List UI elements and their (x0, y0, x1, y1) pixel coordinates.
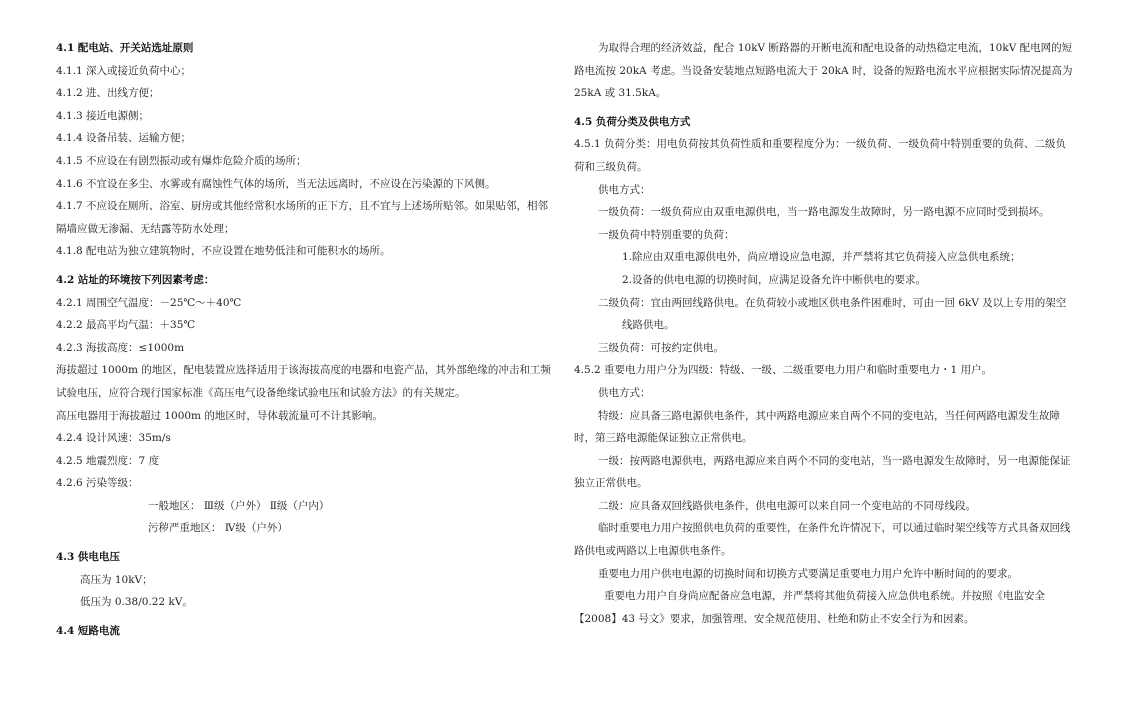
temporary-user-paragraph: 临时重要电力用户按照供电负荷的重要性，在条件允许情况下，可以通过临时架空线等方式具备双回线路供电或两路以上电源供电条件。 (574, 522, 1071, 558)
clause-4-1-4: 4.1.4 设备吊装、运输方便； (56, 132, 192, 145)
high-voltage-line: 高压为 10kV； (80, 573, 153, 586)
switchover-requirement-line: 重要电力用户供电电源的切换时间和切换方式要满足重要电力用户允许中断时间的的要求。 (598, 567, 1018, 580)
clause-4-1-6: 4.1.6 不宜设在多尘、水雾或有腐蚀性气体的场所，当无法远离时，不应设在污染源的下风侧。 (56, 177, 496, 190)
critical-load-heading: 一级负荷中特别重要的负荷： (598, 228, 735, 241)
pollution-general-area: 一般地区： Ⅲ级（户外） Ⅱ级（户内） (148, 499, 330, 512)
clause-4-1-7: 4.1.7 不应设在厕所、浴室、厨房或其他经常积水场所的正下方，且不宜与上述场所贴邻。如果贴邻，相邻隔墙应做无渗漏、无结露等防水处理； (56, 200, 549, 235)
section-4-3-heading: 4.3 供电电压 (56, 551, 120, 564)
class-3-load-line: 三级负荷：可按约定供电。 (598, 341, 724, 354)
section-4-4-heading: 4.4 短路电流 (56, 624, 120, 637)
pollution-severe-area: 污秽严重地区： Ⅳ级（户外） (148, 522, 288, 535)
clause-4-2-4: 4.2.4 设计风速：35m/s (56, 432, 171, 445)
clause-4-1-2: 4.1.2 进、出线方便； (56, 87, 160, 100)
clause-4-2-2: 4.2.2 最高平均气温：＋35℃ (56, 319, 196, 332)
low-voltage-line: 低压为 0.38/0.22 kV。 (80, 596, 193, 609)
clause-4-1-3: 4.1.3 接近电源侧； (56, 109, 150, 122)
clause-4-2-6: 4.2.6 污染等级： (56, 477, 139, 490)
critical-load-item-2: 2.设备的供电电源的切换时间，应满足设备允许中断供电的要求。 (622, 273, 927, 286)
left-column (56, 37, 558, 642)
class-1-load-paragraph: 一级负荷：一级负荷应由双重电源供电，当一路电源发生故障时，另一路电源不应同时受到损坏。 (598, 206, 1050, 219)
clause-4-1-1: 4.1.1 深入或接近负荷中心； (56, 64, 192, 77)
special-grade-paragraph: 特级：应具备三路电源供电条件，其中两路电源应来自两个不同的变电站，当任何两路电源发生故障时，第三路电源能保证独立正常供电。 (574, 409, 1060, 445)
emergency-power-paragraph: 重要电力用户自身尚应配备应急电源，并严禁将其他负荷接入应急供电系统。并按照《电监安全【2008】43 号文》要求，加强管理、安全规范使用、杜绝和防止不安全行为和因素。 (574, 590, 1045, 625)
clause-4-1-5: 4.1.5 不应设在有剧烈振动或有爆炸危险介质的场所； (56, 154, 307, 167)
section-4-5-heading: 4.5 负荷分类及供电方式 (574, 115, 691, 128)
right-column (574, 37, 1074, 630)
clause-4-2-5: 4.2.5 地震烈度：7 度 (56, 454, 160, 467)
clause-4-5-1: 4.5.1 负荷分类：用电负荷按其负荷性质和重要程度分为：一级负荷、一级负荷中特别重要的负荷、二级负荷和三级负荷。 (574, 138, 1067, 173)
section-4-1-heading: 4.1 配电站、开关站选址原则 (56, 42, 194, 54)
section-4-2-heading: 4.2 站址的环境按下列因素考虑： (56, 273, 215, 286)
clause-4-1-8: 4.1.8 配电站为独立建筑物时，不应设置在地势低洼和可能积水的场所。 (56, 245, 391, 258)
grade-1-paragraph: 一级：按两路电源供电，两路电源应来自两个不同的变电站，当一路电源发生故障时，另一电源能保证独立正常供电。 (574, 454, 1071, 490)
supply-mode-label: 供电方式： (598, 183, 651, 196)
supply-mode-label-2: 供电方式： (598, 386, 651, 399)
altitude-note: 高压电器用于海拔超过 1000m 的地区时，导体载流量可不计其影响。 (56, 409, 383, 422)
critical-load-item-1: 1.除应由双重电源供电外，尚应增设应急电源，并严禁将其它负荷接入应急供电系统； (622, 251, 1021, 264)
short-circuit-paragraph: 为取得合理的经济效益，配合 10kV 断路器的开断电流和配电设备的动热稳定电流，10kV 配电网的短路电流按 20kA 考虑。当设备安装地点短路电流大于 20kA 时，设备的短路电流水平应根据实际情况提高为 25kA 或 31.5kA。 (574, 42, 1073, 100)
clause-4-5-2: 4.5.2 重要电力用户分为四级：特级、一级、二级重要电力用户和临时重要电力・1 用户。 (574, 364, 993, 377)
clause-4-2-3: 4.2.3 海拔高度：≤1000m (56, 341, 185, 354)
altitude-paragraph: 海拔超过 1000m 的地区，配电装置应选择适用于该海拔高度的电器和电瓷产品，其外部绝缘的冲击和工频试验电压，应符合现行国家标准《高压电气设备绝缘试验电压和试验方法》的有关规定。 (56, 364, 551, 399)
class-2-load-paragraph: 二级负荷：宜由两回线路供电。在负荷较小或地区供电条件困难时，可由一回 6kV 及以上专用的架空线路供电。 (598, 296, 1067, 332)
grade-2-line: 二级：应具备双回线路供电条件，供电电源可以来自同一个变电站的不同母线段。 (598, 499, 976, 512)
clause-4-2-1: 4.2.1 周围空气温度：－25℃～＋40℃ (56, 296, 242, 309)
